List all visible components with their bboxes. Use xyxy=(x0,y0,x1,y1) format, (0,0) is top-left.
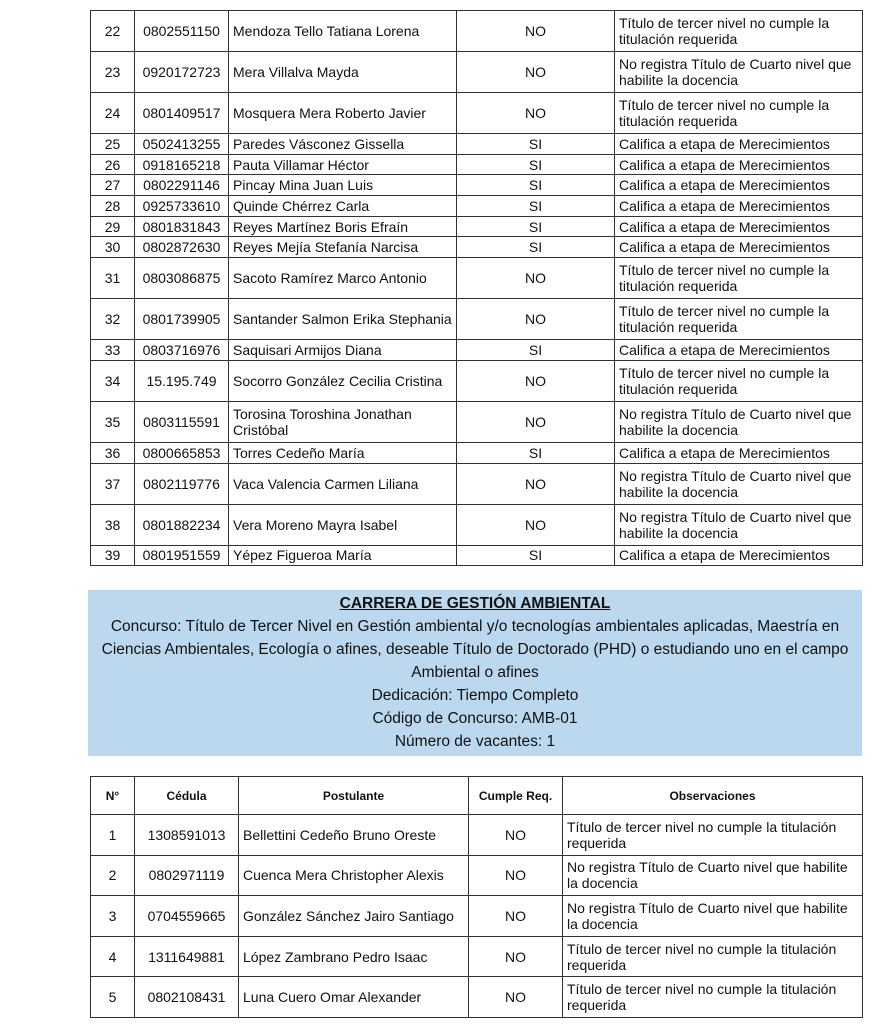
table-row xyxy=(91,175,863,196)
table-row xyxy=(91,977,863,1018)
cedula-cell: 0502413255 xyxy=(135,134,229,155)
table-row xyxy=(91,896,863,937)
cumple-cell: NO xyxy=(457,11,615,52)
observaciones-cell: Califica a etapa de Merecimientos xyxy=(615,237,863,258)
cumple-cell: NO xyxy=(469,936,563,977)
cumple-cell: NO xyxy=(469,896,563,937)
observaciones-cell: Califica a etapa de Merecimientos xyxy=(615,196,863,217)
cedula-cell: 15.195.749 xyxy=(135,360,229,401)
row-number: 28 xyxy=(91,196,135,217)
cumple-cell: NO xyxy=(469,977,563,1018)
row-number: 24 xyxy=(91,93,135,134)
cedula-cell: 0803086875 xyxy=(135,258,229,299)
cedula-cell: 0801831843 xyxy=(135,216,229,237)
vacantes-text: Número de vacantes: 1 xyxy=(394,733,556,750)
table-row xyxy=(91,815,863,856)
observaciones-cell: Califica a etapa de Merecimientos xyxy=(615,442,863,463)
codigo-concurso-text: Código de Concurso: AMB-01 xyxy=(372,710,578,727)
postulante-cell: Paredes Vásconez Gissella xyxy=(229,134,457,155)
observaciones-cell: Califica a etapa de Merecimientos xyxy=(615,154,863,175)
postulante-cell: Saquisari Armijos Diana xyxy=(229,340,457,361)
observaciones-cell: Título de tercer nivel no cumple la titulación requerida xyxy=(563,815,863,856)
table-row xyxy=(91,154,863,175)
row-number: 4 xyxy=(91,936,135,977)
cumple-cell: NO xyxy=(457,401,615,442)
table-row xyxy=(91,360,863,401)
table-row xyxy=(91,93,863,134)
observaciones-cell: No registra Título de Cuarto nivel que habilite la docencia xyxy=(615,52,863,93)
dedicacion-text: Dedicación: Tiempo Completo xyxy=(371,687,579,704)
observaciones-cell: Título de tercer nivel no cumple la titulación requerida xyxy=(563,977,863,1018)
observaciones-cell: No registra Título de Cuarto nivel que habilite la docencia xyxy=(563,896,863,937)
cumple-cell: NO xyxy=(469,855,563,896)
table-row xyxy=(91,936,863,977)
row-number: 27 xyxy=(91,175,135,196)
cumple-cell: NO xyxy=(457,463,615,504)
row-number: 31 xyxy=(91,258,135,299)
row-number: 25 xyxy=(91,134,135,155)
cumple-cell: NO xyxy=(457,52,615,93)
table-row xyxy=(91,545,863,566)
row-number: 37 xyxy=(91,463,135,504)
observaciones-cell: Califica a etapa de Merecimientos xyxy=(615,545,863,566)
cedula-cell: 0801739905 xyxy=(135,299,229,340)
career-title: CARRERA DE GESTIÓN AMBIENTAL xyxy=(339,595,611,612)
cedula-cell: 1311649881 xyxy=(135,936,239,977)
observaciones-cell: No registra Título de Cuarto nivel que habilite la docencia xyxy=(615,504,863,545)
row-number: 30 xyxy=(91,237,135,258)
postulante-cell: Mera Villalva Mayda xyxy=(229,52,457,93)
row-number: 26 xyxy=(91,154,135,175)
postulante-cell: Pauta Villamar Héctor xyxy=(229,154,457,175)
observaciones-cell: No registra Título de Cuarto nivel que habilite la docencia xyxy=(615,401,863,442)
postulante-cell: Torres Cedeño María xyxy=(229,442,457,463)
row-number: 23 xyxy=(91,52,135,93)
observaciones-cell: Título de tercer nivel no cumple la titulación requerida xyxy=(615,258,863,299)
cedula-cell: 0802119776 xyxy=(135,463,229,504)
postulante-cell: Santander Salmon Erika Stephania xyxy=(229,299,457,340)
cedula-cell: 0802971119 xyxy=(135,855,239,896)
table-row xyxy=(91,52,863,93)
postulante-cell: Reyes Martínez Boris Efraín xyxy=(229,216,457,237)
table-row xyxy=(91,401,863,442)
header-postulante: Postulante xyxy=(239,777,469,815)
observaciones-cell: Título de tercer nivel no cumple la titulación requerida xyxy=(615,360,863,401)
cumple-cell: NO xyxy=(457,299,615,340)
row-number: 5 xyxy=(91,977,135,1018)
postulante-cell: Socorro González Cecilia Cristina xyxy=(229,360,457,401)
row-number: 1 xyxy=(91,815,135,856)
observaciones-cell: Califica a etapa de Merecimientos xyxy=(615,216,863,237)
row-number: 22 xyxy=(91,11,135,52)
cumple-cell: SI xyxy=(457,442,615,463)
observaciones-cell: No registra Título de Cuarto nivel que habilite la docencia xyxy=(563,855,863,896)
cedula-cell: 0803716976 xyxy=(135,340,229,361)
cedula-cell: 0920172723 xyxy=(135,52,229,93)
table-row xyxy=(91,216,863,237)
cumple-cell: NO xyxy=(457,258,615,299)
row-number: 34 xyxy=(91,360,135,401)
cedula-cell: 0802291146 xyxy=(135,175,229,196)
observaciones-cell: Título de tercer nivel no cumple la titulación requerida xyxy=(615,11,863,52)
row-number: 35 xyxy=(91,401,135,442)
postulante-cell: Luna Cuero Omar Alexander xyxy=(239,977,469,1018)
observaciones-cell: Título de tercer nivel no cumple la titulación requerida xyxy=(615,93,863,134)
cumple-cell: SI xyxy=(457,154,615,175)
postulante-cell: Torosina Toroshina Jonathan Cristóbal xyxy=(229,401,457,442)
row-number: 33 xyxy=(91,340,135,361)
header-cedula: Cédula xyxy=(135,777,239,815)
cumple-cell: SI xyxy=(457,237,615,258)
cedula-cell: 0800665853 xyxy=(135,442,229,463)
cedula-cell: 0801951559 xyxy=(135,545,229,566)
row-number: 3 xyxy=(91,896,135,937)
postulante-cell: Pincay Mina Juan Luis xyxy=(229,175,457,196)
header-n: N° xyxy=(91,777,135,815)
postulante-cell: Reyes Mejía Stefanía Narcisa xyxy=(229,237,457,258)
table-row xyxy=(91,11,863,52)
postulante-cell: Cuenca Mera Christopher Alexis xyxy=(239,855,469,896)
cumple-cell: NO xyxy=(457,360,615,401)
postulante-cell: Yépez Figueroa María xyxy=(229,545,457,566)
observaciones-cell: Título de tercer nivel no cumple la titulación requerida xyxy=(615,299,863,340)
header-cumple: Cumple Req. xyxy=(469,777,563,815)
postulante-cell: López Zambrano Pedro Isaac xyxy=(239,936,469,977)
cumple-cell: NO xyxy=(457,93,615,134)
observaciones-cell: Califica a etapa de Merecimientos xyxy=(615,134,863,155)
postulante-cell: Sacoto Ramírez Marco Antonio xyxy=(229,258,457,299)
cedula-cell: 0704559665 xyxy=(135,896,239,937)
concurso-description: Concurso: Título de Tercer Nivel en Gestión ambiental y/o tecnologías ambientales aplicadas, Maestría en Ciencias Ambientales, Ecología o afines, deseable Título de Doctorado (PHD) o estudiando uno en el campo Ambiental o afines xyxy=(101,618,849,681)
table-row xyxy=(91,299,863,340)
postulante-cell: Mosquera Mera Roberto Javier xyxy=(229,93,457,134)
cumple-cell: SI xyxy=(457,545,615,566)
table-row xyxy=(91,237,863,258)
observaciones-cell: Califica a etapa de Merecimientos xyxy=(615,175,863,196)
table-row xyxy=(91,134,863,155)
cumple-cell: NO xyxy=(457,504,615,545)
postulante-cell: Quinde Chérrez Carla xyxy=(229,196,457,217)
row-number: 32 xyxy=(91,299,135,340)
postulante-cell: González Sánchez Jairo Santiago xyxy=(239,896,469,937)
table-row xyxy=(91,196,863,217)
observaciones-cell: No registra Título de Cuarto nivel que habilite la docencia xyxy=(615,463,863,504)
cedula-cell: 0925733610 xyxy=(135,196,229,217)
cedula-cell: 0803115591 xyxy=(135,401,229,442)
table-row xyxy=(91,855,863,896)
row-number: 29 xyxy=(91,216,135,237)
table-row xyxy=(91,504,863,545)
cumple-cell: SI xyxy=(457,175,615,196)
row-number: 39 xyxy=(91,545,135,566)
cedula-cell: 0802872630 xyxy=(135,237,229,258)
cumple-cell: SI xyxy=(457,216,615,237)
applicants-table-body xyxy=(91,815,863,1018)
postulante-cell: Bellettini Cedeño Bruno Oreste xyxy=(239,815,469,856)
row-number: 36 xyxy=(91,442,135,463)
row-number: 38 xyxy=(91,504,135,545)
applicants-table-continued xyxy=(90,10,863,566)
cumple-cell: SI xyxy=(457,196,615,217)
row-number: 2 xyxy=(91,855,135,896)
cedula-cell: 1308591013 xyxy=(135,815,239,856)
career-section-banner xyxy=(88,590,862,756)
cedula-cell: 0802108431 xyxy=(135,977,239,1018)
gestion-ambiental-applicants-table xyxy=(90,776,863,1018)
postulante-cell: Vera Moreno Mayra Isabel xyxy=(229,504,457,545)
cedula-cell: 0801409517 xyxy=(135,93,229,134)
postulante-cell: Mendoza Tello Tatiana Lorena xyxy=(229,11,457,52)
table-row xyxy=(91,258,863,299)
cumple-cell: SI xyxy=(457,340,615,361)
header-observaciones: Observaciones xyxy=(563,777,863,815)
table-row xyxy=(91,463,863,504)
cumple-cell: NO xyxy=(469,815,563,856)
cedula-cell: 0918165218 xyxy=(135,154,229,175)
table-row xyxy=(91,442,863,463)
table-row xyxy=(91,340,863,361)
applicants-table-body xyxy=(91,11,863,566)
cedula-cell: 0802551150 xyxy=(135,11,229,52)
cumple-cell: SI xyxy=(457,134,615,155)
postulante-cell: Vaca Valencia Carmen Liliana xyxy=(229,463,457,504)
observaciones-cell: Título de tercer nivel no cumple la titulación requerida xyxy=(563,936,863,977)
table-header-row xyxy=(91,777,863,815)
cedula-cell: 0801882234 xyxy=(135,504,229,545)
observaciones-cell: Califica a etapa de Merecimientos xyxy=(615,340,863,361)
